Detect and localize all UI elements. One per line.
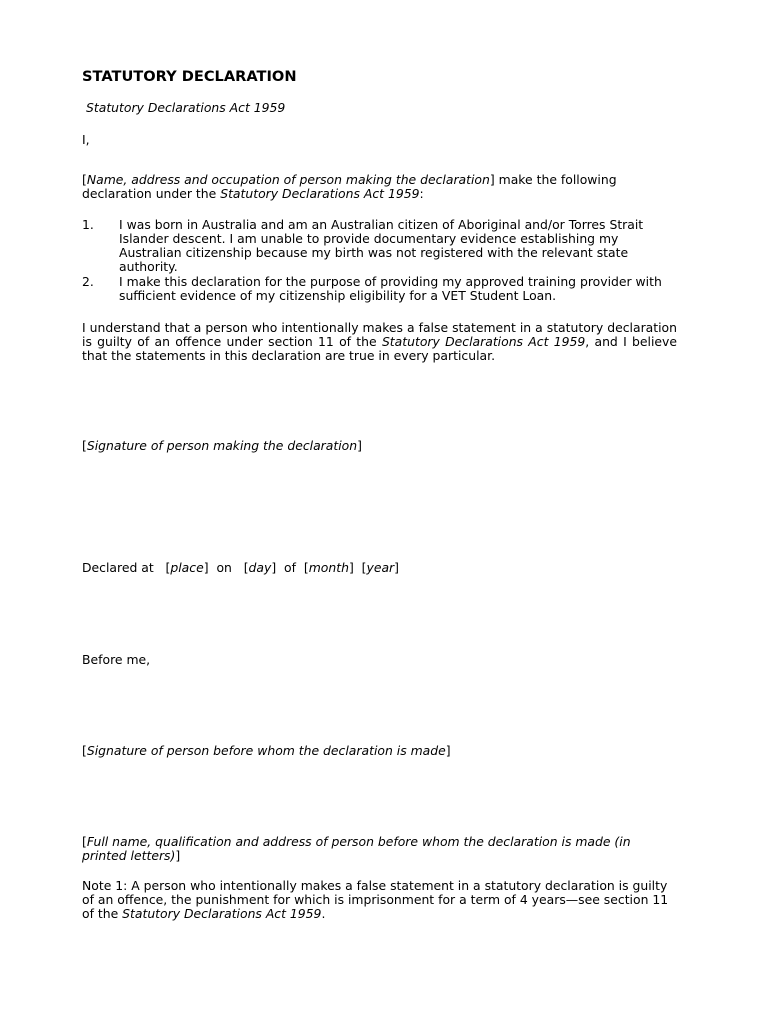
witness-details-line: [Full name, qualification and address of person before whom the declaration is made (in printed letters)] bbox=[82, 834, 631, 863]
list-item-number: 2. bbox=[82, 274, 94, 289]
document-title: STATUTORY DECLARATION bbox=[82, 68, 297, 85]
act-reference: Statutory Declarations Act 1959 bbox=[122, 906, 322, 921]
list-item-text: I was born in Australia and am an Australian citizen of Aboriginal and/or Torres Strait Islander descent. I am unable to provide documentary evidence establishing my Australian citizenship because my birth was not registered with the relevant state authority. bbox=[119, 217, 644, 274]
list-item bbox=[82, 218, 677, 274]
list-item bbox=[82, 275, 677, 303]
declared-at-line: Declared at [place] on [day] of [month] [year] bbox=[82, 560, 399, 575]
witness-details-placeholder: Full name, qualification and address of person before whom the declaration is made (in printed letters) bbox=[82, 834, 631, 863]
intro-paragraph: [Name, address and occupation of person making the declaration] make the following declaration under the Statutory Declarations Act 1959: bbox=[82, 172, 617, 201]
place-placeholder: place bbox=[170, 560, 204, 575]
day-placeholder: day bbox=[248, 560, 272, 575]
declarant-placeholder: Name, address and occupation of person making the declaration bbox=[86, 172, 490, 187]
declarant-signature-line: [Signature of person making the declaration] bbox=[82, 438, 362, 453]
month-placeholder: month bbox=[308, 560, 349, 575]
act-reference: Statutory Declarations Act 1959 bbox=[220, 186, 420, 201]
year-placeholder: year bbox=[366, 560, 395, 575]
act-subtitle-text: Statutory Declarations Act 1959 bbox=[86, 100, 286, 115]
act-subtitle bbox=[86, 101, 681, 115]
witness-signature-line: [Signature of person before whom the declaration is made] bbox=[82, 743, 451, 758]
declarant-signature-placeholder: Signature of person making the declaration bbox=[86, 438, 358, 453]
witness-signature-placeholder: Signature of person before whom the declaration is made bbox=[86, 743, 446, 758]
before-me-line: Before me, bbox=[82, 652, 151, 667]
act-reference: Statutory Declarations Act 1959 bbox=[381, 334, 586, 349]
note-paragraph: Note 1: A person who intentionally makes a false statement in a statutory declaration is guilty of an offence, the punishment for which is imprisonment for a term of 4 years—see section 11 of the Statutory Declarations Act 1959. bbox=[82, 878, 669, 921]
list-item-number: 1. bbox=[82, 217, 94, 232]
declared-at-label: Declared at bbox=[82, 560, 154, 575]
list-item-text: I make this declaration for the purpose of providing my approved training provider with sufficient evidence of my citizenship eligibility for a VET Student Loan. bbox=[119, 274, 662, 303]
declarant-line: I, bbox=[82, 132, 90, 147]
understanding-paragraph: I understand that a person who intentionally makes a false statement in a statutory declaration is guilty of an offence under section 11 of the Statutory Declarations Act 1959, and I believe that the statements in this declaration are true in every particular. bbox=[82, 320, 677, 363]
